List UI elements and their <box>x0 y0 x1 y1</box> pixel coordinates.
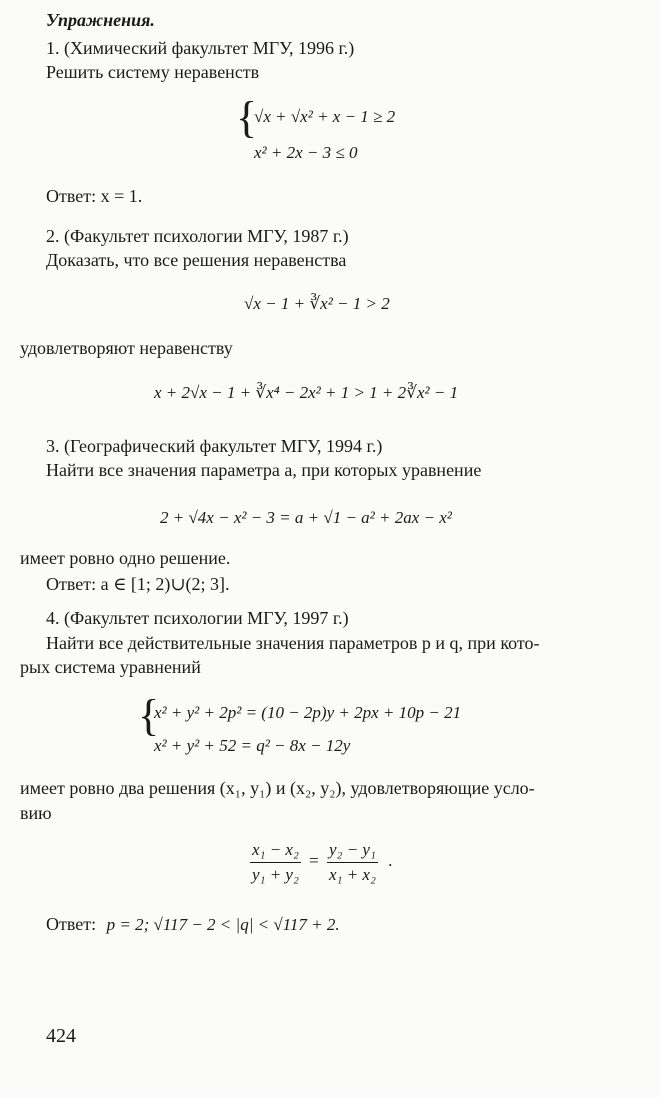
exercise-2-title: 2. (Факультет психологии МГУ, 1987 г.) <box>46 226 349 246</box>
fraction-left-numerator: x₁ − x₂ <box>250 840 301 863</box>
exercise-3-answer: Ответ: a ∈ [1; 2)∪(2; 3]. <box>46 574 230 594</box>
exercise-4-after-line-1: имеет ровно два решения (x₁, y₁) и (x₂, y₂), удовлетворяющие усло- <box>20 778 535 798</box>
equals-sign: = <box>309 850 319 870</box>
exercise-4-after-line-2: вию <box>20 803 52 823</box>
exercise-1-task: Решить систему неравенств <box>46 62 260 82</box>
fraction-right <box>327 840 378 884</box>
exercise-3-equation: 2 + √4x − x² − 3 = a + √1 − a² + 2ax − x² <box>160 508 452 527</box>
system-brace: { <box>138 691 160 740</box>
fraction-right-denominator: x₁ + x₂ <box>328 864 376 884</box>
exercise-4-equation-1: x² + y² + 2p² = (10 − 2p)y + 2px + 10p − 21 <box>154 703 462 722</box>
fraction-right-numerator: y₂ − y₁ <box>327 840 378 863</box>
exercise-2-mid-text: удовлетворяют неравенству <box>20 338 233 358</box>
exercise-2-inequality: √x − 1 + ∛x² − 1 > 2 <box>244 294 390 313</box>
exercise-4-condition <box>250 840 392 884</box>
exercise-4-equation-2: x² + y² + 52 = q² − 8x − 12y <box>154 736 351 755</box>
exercise-1-inequality-1: √x + √x² + x − 1 ≥ 2 <box>254 107 396 126</box>
exercise-1-inequality-2: x² + 2x − 3 ≤ 0 <box>254 143 358 162</box>
exercise-1-title: 1. (Химический факультет МГУ, 1996 г.) <box>46 38 355 58</box>
exercise-2-task: Доказать, что все решения неравенства <box>46 250 347 270</box>
exercise-3-task: Найти все значения параметра a, при которых уравнение <box>46 460 482 480</box>
fraction-left-denominator: y₁ + y₂ <box>252 864 299 884</box>
exercise-4-title: 4. (Факультет психологии МГУ, 1997 г.) <box>46 608 349 628</box>
period: . <box>388 850 393 870</box>
page-number: 424 <box>46 1025 76 1047</box>
section-heading: Упражнения. <box>46 10 155 30</box>
answer-label: Ответ: <box>46 914 97 934</box>
exercise-4-task-line-2: рых система уравнений <box>20 657 201 677</box>
exercise-4-answer <box>46 914 340 935</box>
fraction-left <box>250 840 301 884</box>
exercise-1-answer: Ответ: x = 1. <box>46 186 143 206</box>
exercise-3-after: имеет ровно одно решение. <box>20 548 231 568</box>
system-brace: { <box>236 93 258 142</box>
exercise-4-task-line-1: Найти все действительные значения параметров p и q, при кото- <box>46 633 540 653</box>
exercise-2-inequality-2: x + 2√x − 1 + ∛x⁴ − 2x² + 1 > 1 + 2∛x² − 1 <box>154 383 459 402</box>
exercise-3-title: 3. (Географический факультет МГУ, 1994 г.) <box>46 436 383 456</box>
answer-value: p = 2; √117 − 2 < |q| < √117 + 2. <box>106 915 340 934</box>
